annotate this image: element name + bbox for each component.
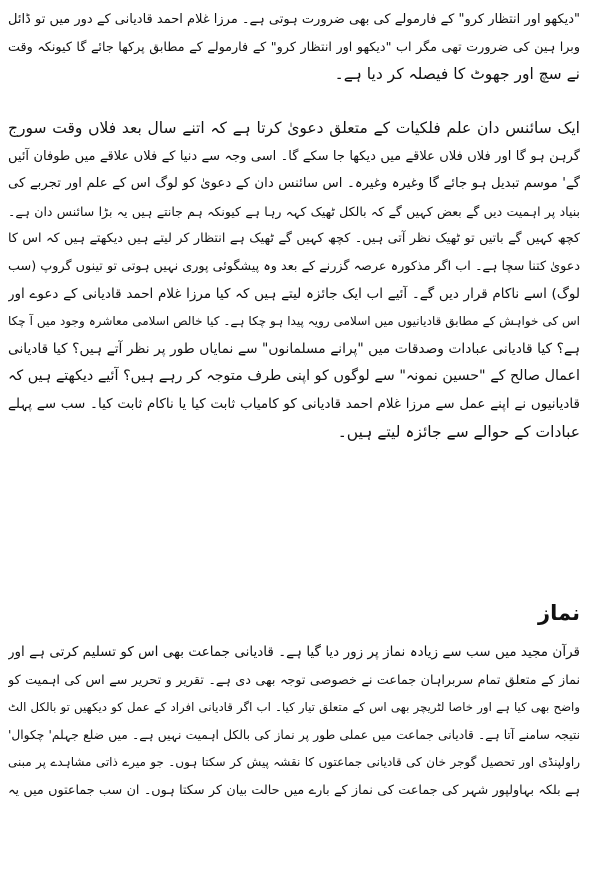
text-line: اس کی خواہش کے مطابق قادیانیوں میں اسلامی رویہ پیدا ہو چکا ہے۔ کیا خالص اسلامی معاشرہ وجود میں آ چکا: [8, 314, 580, 329]
text-line: قادیانیوں نے اپنے عمل سے مرزا غلام احمد قادیانی کو کامیاب ثابت کیا یا ناکام ثابت کیا۔ سب سے پہلے: [8, 395, 580, 412]
paragraph: [8, 639, 580, 805]
text-line: واضح بھی کیا ہے اور خاصا لٹریچر بھی اس کے متعلق تیار کیا۔ اب اگر قادیانی افراد کے عمل کو دیکھیں تو بالکل الٹ: [8, 700, 580, 715]
text-line: گرہن ہو گا اور فلاں فلاں علاقے میں دیکھا جا سکے گا۔ اسی وجہ سے دنیا کے فلاں علاقے میں طوفان آئیں: [8, 148, 580, 164]
text-line: وبرا ہین کی ضرورت تھی مگر اب "دیکھو اور انتظار کرو" کے فارمولے کے مطابق پرکھا جائے گا کیونکہ وقت: [8, 39, 580, 55]
text-line: نماز کے متعلق تمام سربراہان جماعت نے خصوصی توجہ بھی دی ہے۔ تقریر و تحریر سے اس کی اہمیت کو: [8, 672, 580, 688]
text-line: گے' موسم تبدیل ہو جائے گا وغیرہ وغیرہ۔ اس سائنس دان کے دعویٰ کو لوگ اس کے علم اور تجربے کی: [8, 176, 580, 192]
text-line: قرآن مجید میں سب سے زیادہ نماز پر زور دیا گیا ہے۔ قادیانی جماعت بھی اس کو تسلیم کرتی ہے اور: [8, 644, 580, 660]
text-line: عبادات کے حوالے سے جائزہ لیتے ہیں۔: [337, 422, 580, 441]
paragraph: [8, 6, 580, 89]
text-line: "دیکھو اور انتظار کرو" کے فارمولے کی بھی ضرورت ہوتی ہے۔ مرزا غلام احمد قادیانی کے دور میں تو ڈائل: [8, 12, 580, 27]
text-line: ہے بلکہ بہاولپور شہر کی جماعت کی نماز کے بارے میں حالت بیان کر سکتا ہوں۔ ان سب جماعتوں میں یہ: [8, 782, 580, 798]
text-line: راولپنڈی اور تحصیل گوجر خان کی قادیانی جماعتوں کا نقشہ پیش کر سکتا ہوں۔ جو میرے ذاتی مشاہدے پر مبنی: [8, 755, 580, 770]
text-line: کچھ کہیں گے باتیں تو ٹھیک نظر آتی ہیں۔ کچھ کہیں گے ٹھیک ہے انتظار کر لیتے ہیں دیکھتے ہیں کہ اس کا: [8, 231, 580, 247]
text-line: اعمال صالح کے "حسین نمونہ" سے لوگوں کو اپنی طرف متوجہ کر رہے ہیں؟ آئیے دیکھتے ہیں کہ: [8, 368, 580, 385]
paragraph: [8, 115, 580, 446]
text-line: نتیجہ سامنے آتا ہے۔ قادیانی جماعت میں عملی طور پر نماز کی بالکل اہمیت نہیں ہے۔ میں ضلع جہلم' چکوال': [8, 727, 580, 742]
text-line: ہے؟ کیا قادیانی عبادات وصدقات میں "پرانے مسلمانوں" سے نمایاں طور پر نظر آتے ہیں؟ کیا قادیانی: [8, 340, 580, 357]
text-line: دعویٰ کتنا سچا ہے۔ اب اگر مذکورہ عرصہ گزرنے کے بعد وہ پیشگوئی پوری نہیں ہوتی تو تینوں گروپ (سب: [8, 258, 580, 274]
text-line: ایک سائنس دان علم فلکیات کے متعلق دعویٰ کرتا ہے کہ اتنے سال بعد فلاں وقت سورج: [8, 119, 580, 137]
text-line: بنیاد پر اہمیت دیں گے بعض کہیں گے کہ بالکل ٹھیک کہہ رہا ہے کیونکہ ہم جانتے ہیں یہ بڑا سائنس دان ہے۔: [8, 203, 580, 219]
section-heading: نماز: [538, 601, 580, 625]
text-line: لوگ) اسے ناکام قرار دیں گے۔ آئیے اب ایک جائزہ لیتے ہیں کہ کیا مرزا غلام احمد قادیانی کے دعوے اور: [8, 285, 580, 302]
text-line: نے سچ اور جھوٹ کا فیصلہ کر دیا ہے۔: [334, 65, 580, 84]
